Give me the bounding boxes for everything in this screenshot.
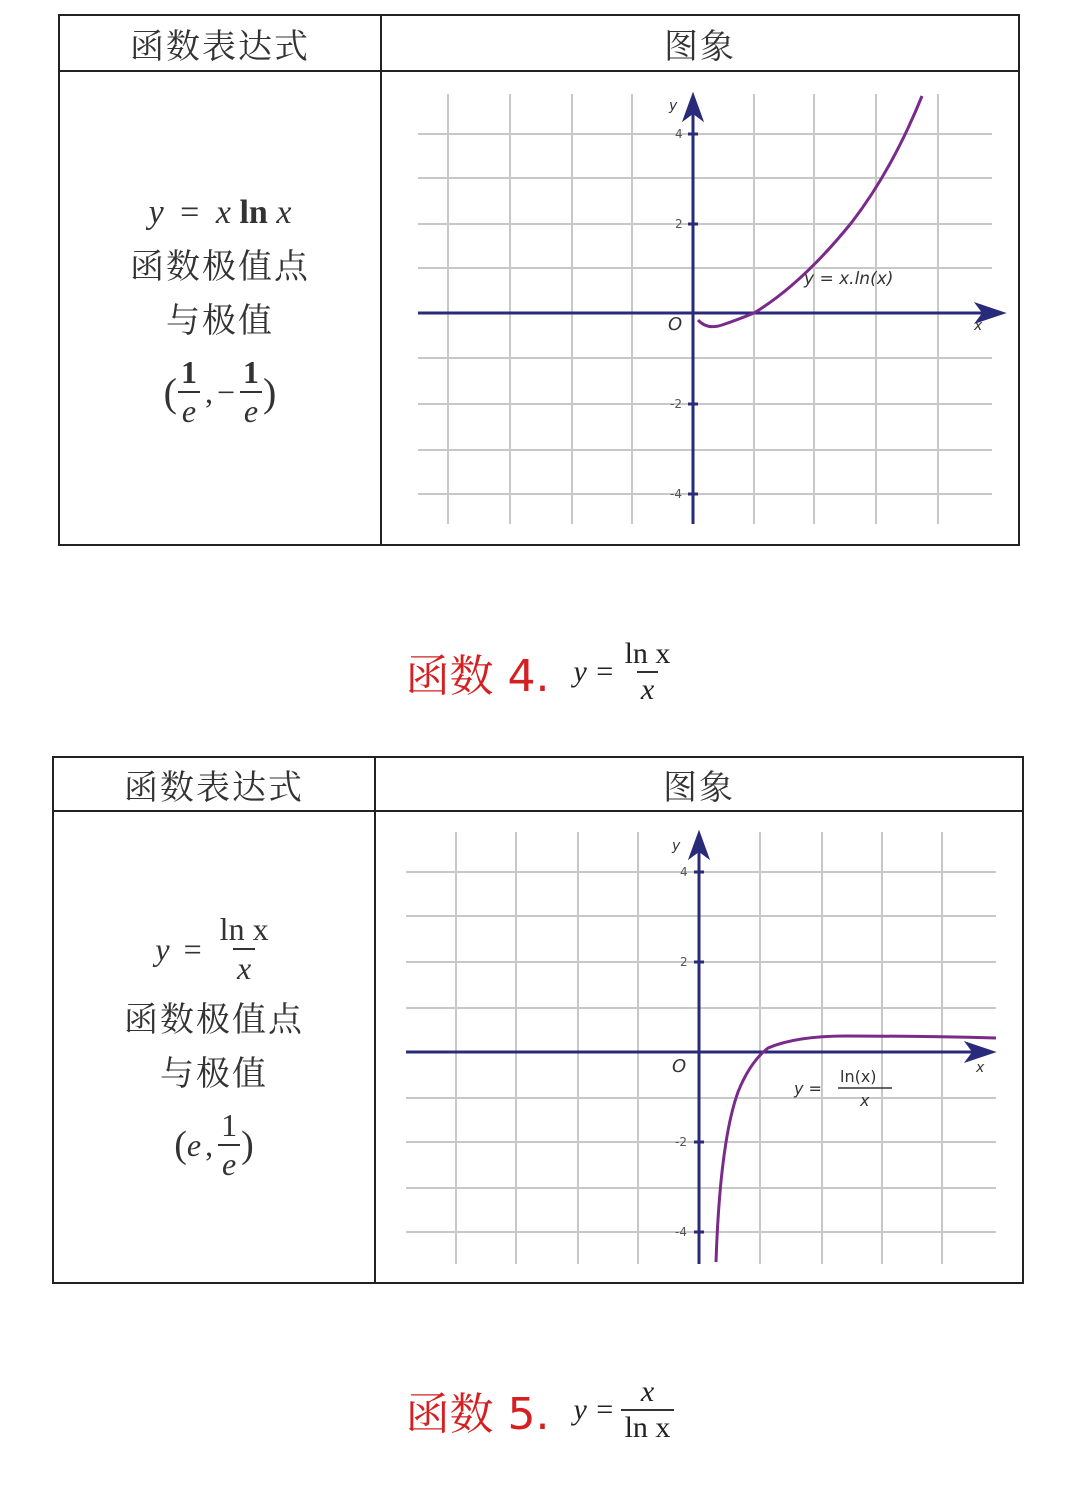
extremum-text-line1: 函数极值点 [130, 247, 310, 287]
grid [418, 94, 992, 524]
origin-label: O [672, 1056, 687, 1077]
y-axis-label: y [672, 838, 681, 854]
tick-label: 2 [675, 217, 683, 231]
tick-label: -2 [675, 1135, 687, 1149]
caption-label: 函数 5. [405, 1389, 550, 1440]
graph-ln-x-over-x [376, 812, 1022, 1282]
formula-ln-x-over-x: y = $\frac{\text{ln x}}{x}$ [155, 911, 269, 986]
tick-label: -4 [675, 1225, 687, 1239]
tick-label: -4 [670, 487, 682, 501]
tick-label: 2 [680, 955, 688, 969]
extremum-text-line1: 函数极值点 [124, 1000, 304, 1040]
extremum-point: ( $\frac{1}{e}$ , − $\frac{1}{e}$ ) [163, 354, 277, 429]
caption-function-4 [0, 632, 1080, 712]
caption-function-5 [0, 1370, 1080, 1450]
header-graph: 图象 [664, 26, 736, 67]
curve-label-den: x [860, 1091, 870, 1110]
formula-y: y [148, 194, 164, 231]
expression-cell [54, 812, 374, 1282]
axes [418, 96, 1002, 524]
formula-equals: = [180, 194, 200, 231]
fraction-1-over-e: $\frac{1}{e}$ [239, 354, 263, 430]
function-table-2 [52, 756, 1024, 1284]
tick-label: 4 [675, 127, 683, 141]
extremum-text-line2: 与极值 [160, 1054, 268, 1094]
formula-ln: ln [239, 194, 268, 231]
axes [406, 834, 992, 1264]
tick-label: -2 [670, 397, 682, 411]
header-graph: 图象 [663, 767, 735, 808]
origin-label: O [668, 314, 683, 335]
x-axis-label: x [976, 1060, 985, 1076]
caption-equation: y = $\frac{\text{ln x}}{x}$ [573, 637, 671, 706]
curve-label: y = x.ln(x) [804, 269, 894, 289]
curve-label-num: ln(x) [840, 1067, 877, 1086]
graph-x-ln-x [382, 72, 1018, 544]
curve-label-y: y = [794, 1079, 822, 1098]
y-axis-label: y [669, 98, 678, 114]
curve-x-ln-x [698, 96, 922, 327]
x-axis-label: x [974, 318, 983, 334]
grid [406, 832, 996, 1264]
formula-x: x [276, 194, 292, 231]
formula-x: x [215, 194, 231, 231]
expression-cell [60, 72, 380, 544]
extremum-point: ( e , $\frac{1}{e}$ ) [174, 1107, 254, 1182]
header-expression: 函数表达式 [130, 26, 310, 67]
fraction-1-over-e: $\frac{1}{e}$ [217, 1107, 241, 1183]
caption-label: 函数 4. [405, 651, 550, 702]
function-table-1 [58, 14, 1020, 546]
fraction-1-over-e: $\frac{1}{e}$ [177, 354, 201, 430]
formula-x-ln-x [149, 186, 292, 240]
header-expression: 函数表达式 [124, 767, 304, 808]
extremum-text-line2: 与极值 [166, 301, 274, 341]
caption-equation: y = $\frac{x}{\text{ln x}}$ [574, 1375, 675, 1445]
tick-label: 4 [680, 865, 688, 879]
